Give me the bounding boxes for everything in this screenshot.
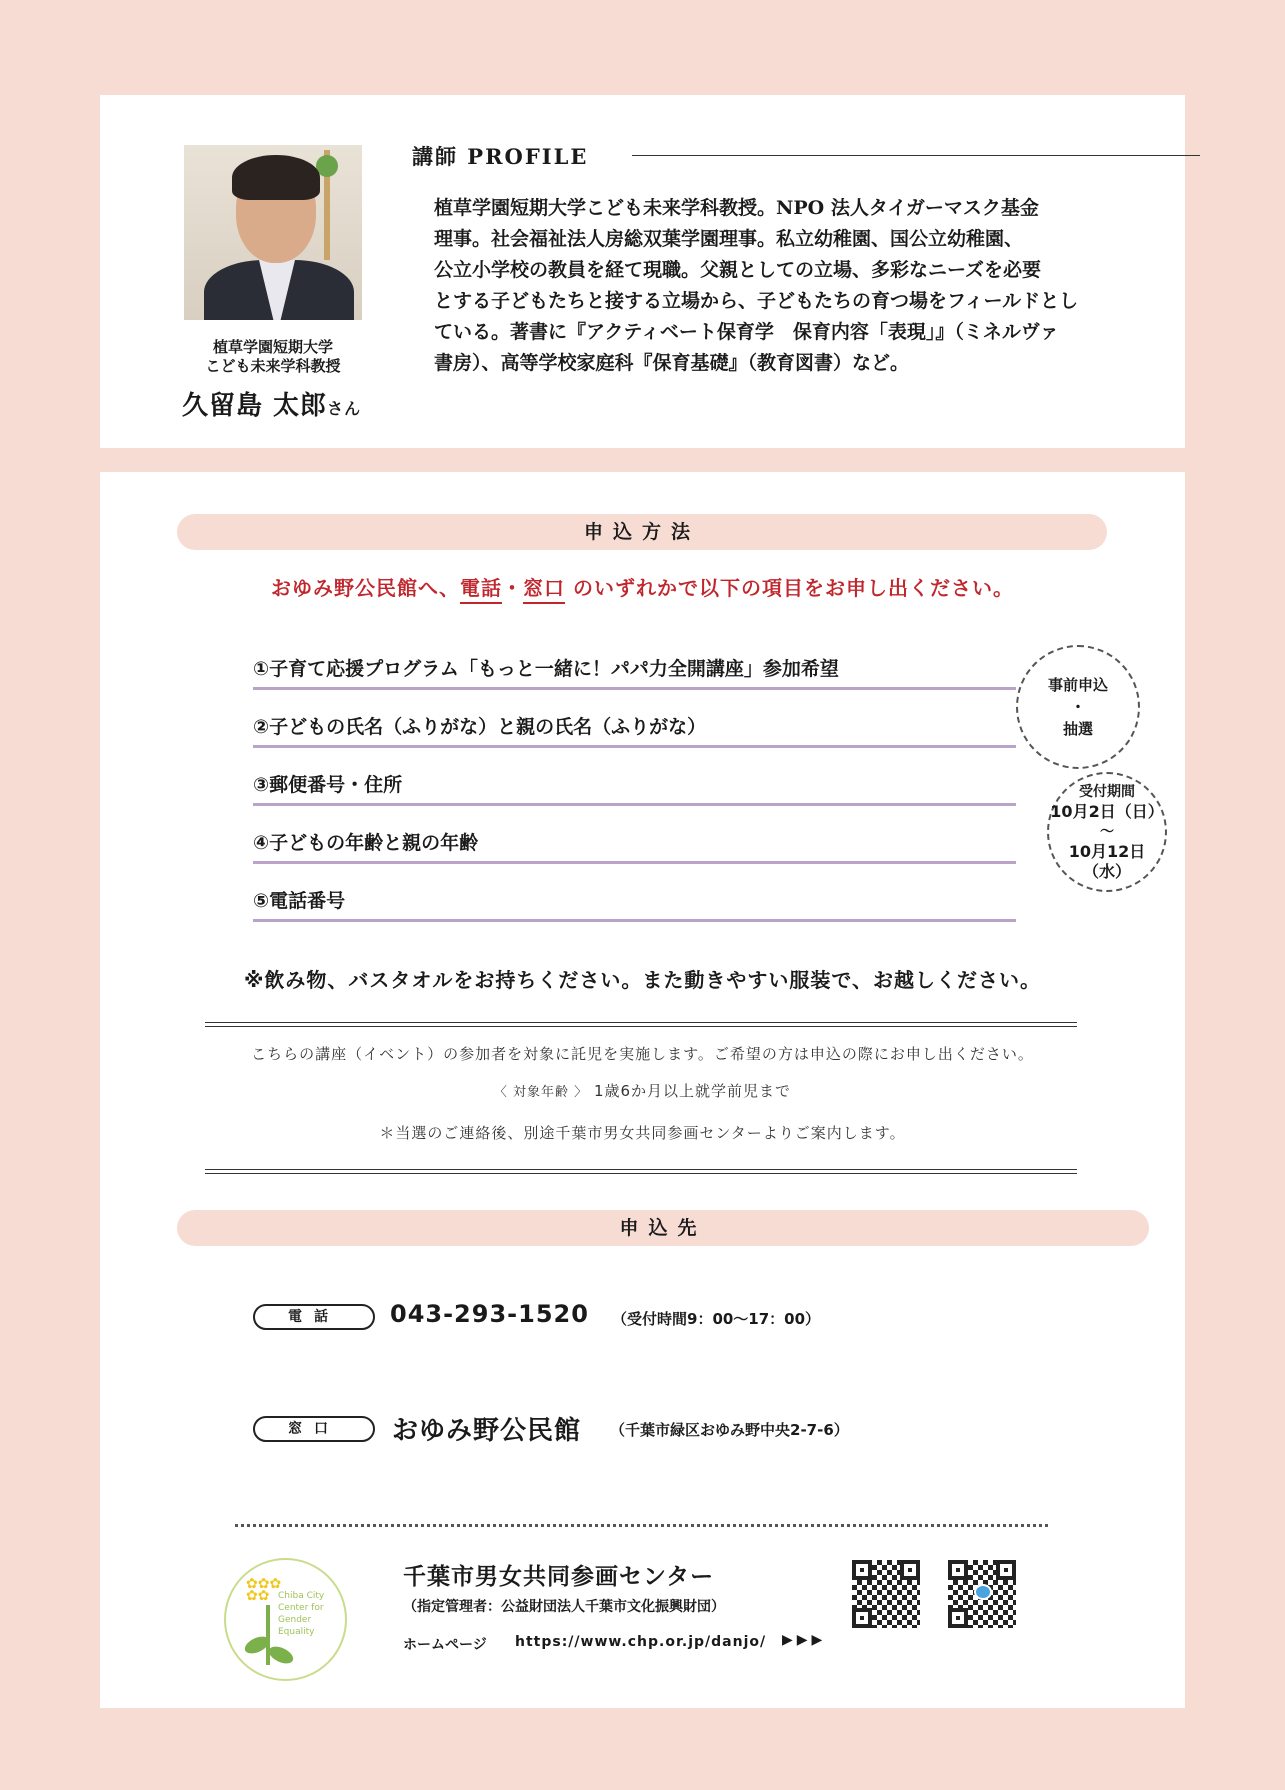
bird-icon: [974, 1584, 992, 1600]
homepage-qr-code: [852, 1560, 920, 1628]
affiliation-line: 植草学園短期大学: [212, 338, 333, 356]
org-name: 千葉市男女共同参画センター: [403, 1564, 715, 1590]
phone-tag: 電話: [253, 1304, 375, 1330]
twitter-qr-code: [948, 1560, 1016, 1628]
bio-line: とする子どもたちと接する立場から、子どもたちの育つ場をフィールドとし: [434, 290, 1079, 312]
logo-text: Chiba City Center for Gender Equality: [278, 1591, 325, 1637]
lottery-badge: [1016, 645, 1140, 769]
double-rule: [205, 1169, 1077, 1174]
instruction-text: おゆみ野公民館へ、: [271, 576, 461, 600]
window-tag: 窓口: [253, 1416, 375, 1442]
application-panel: [100, 472, 1185, 1708]
apply-item: ①子育て応援プログラム「もっと一緒に！パパ力全開講座」参加希望: [253, 652, 1016, 690]
apply-item: ②子どもの氏名（ふりがな）と親の氏名（ふりがな）: [253, 710, 1016, 748]
apply-item: ③郵便番号・住所: [253, 768, 1016, 806]
profile-panel: [100, 95, 1185, 448]
venue-address: （千葉市緑区おゆみ野中央2-7-6）: [610, 1421, 849, 1439]
bio-line: 理事。社会福祉法人房総双葉学園理事。私立幼稚園、国公立幼稚園、: [434, 228, 1024, 250]
arrow-icon: ▶▶▶: [782, 1632, 827, 1648]
center-logo: [224, 1558, 347, 1681]
profile-bio: [434, 193, 1114, 379]
childcare-age: [100, 1080, 1185, 1101]
phone-number: 043-293-1520: [390, 1300, 589, 1328]
badge-line: ・: [1070, 698, 1086, 716]
bring-note: ※飲み物、バスタオルをお持ちください。また動きやすい服装で、お越しください。: [243, 968, 1042, 992]
instruction-separator: ・: [502, 576, 524, 600]
affiliation-line: こども未来学科教授: [205, 357, 341, 375]
dotted-divider: [235, 1524, 1048, 1527]
apply-item: ⑤電話番号: [253, 884, 1016, 922]
phone-hours: （受付時間9：00〜17：00）: [612, 1310, 821, 1328]
badge-line: 〜: [1100, 824, 1114, 840]
badge-line: 10月2日（日）: [1050, 802, 1164, 821]
apply-method-heading: 申込方法: [177, 514, 1107, 550]
lecturer-name-suffix: さん: [327, 399, 362, 418]
instruction-window: 窓口: [523, 576, 565, 604]
profile-heading-rule: [632, 155, 1200, 156]
instruction-text: のいずれかで以下の項目をお申し出ください。: [565, 576, 1014, 600]
flower-icon: ✿✿✿ ✿✿: [246, 1576, 282, 1604]
apply-item: ④子どもの年齢と親の年齢: [253, 826, 1016, 864]
badge-line: 抽選: [1062, 720, 1093, 738]
childcare-age-label: 〈 対象年齢 〉: [493, 1085, 589, 1100]
lecturer-name: [182, 385, 361, 422]
badge-line: 事前申込: [1047, 676, 1108, 694]
period-badge: [1047, 772, 1167, 892]
lecturer-photo: [184, 145, 362, 320]
apply-destination-heading: 申込先: [177, 1210, 1149, 1246]
bio-line: 書房）、高等学校家庭科『保育基礎』（教育図書）など。: [434, 352, 910, 374]
venue-name: おゆみ野公民館: [392, 1416, 582, 1446]
badge-line: 受付期間: [1079, 784, 1135, 800]
apply-instruction: [100, 572, 1185, 601]
childcare-age-value: 1歳6か月以上就学前児まで: [593, 1082, 792, 1100]
double-rule: [205, 1022, 1077, 1027]
org-manager: （指定管理者：公益財団法人千葉市文化振興財団）: [403, 1599, 725, 1615]
bio-line: 植草学園短期大学こども未来学科教授。NPO 法人タイガーマスク基金: [434, 197, 1039, 219]
homepage-label: ホームページ: [403, 1637, 487, 1653]
bio-line: ている。著書に『アクティベート保育学 保育内容「表現」』（ミネルヴァ: [434, 321, 1059, 343]
lecturer-affiliation: [160, 338, 386, 376]
lecturer-name-text: 久留島 太郎: [182, 391, 328, 421]
profile-heading: 講師 PROFILE: [412, 144, 589, 169]
badge-line: 10月12日（水）: [1068, 842, 1146, 881]
childcare-followup: ＊当選のご連絡後、別途千葉市男女共同参画センターよりご案内します。: [379, 1124, 906, 1142]
bio-line: 公立小学校の教員を経て現職。父親としての立場、多彩なニーズを必要: [434, 259, 1042, 281]
childcare-note: こちらの講座（イベント）の参加者を対象に託児を実施します。ご希望の方は申込の際にお申し出ください。: [251, 1045, 1034, 1063]
instruction-phone: 電話: [460, 576, 502, 604]
homepage-link[interactable]: https://www.chp.or.jp/danjo/: [515, 1634, 767, 1650]
